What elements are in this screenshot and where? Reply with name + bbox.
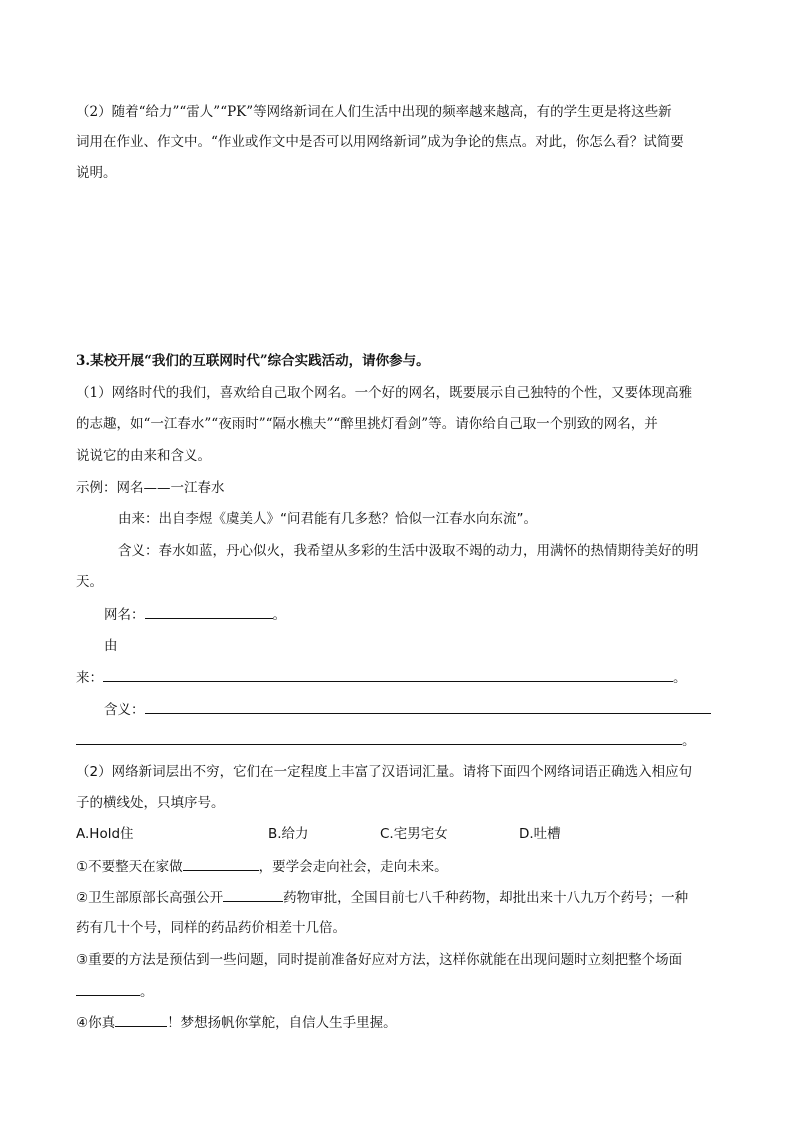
sentence-1-post: ，要学会走向社会，走向未来。 [258, 859, 448, 875]
option-c: C.宅男宅女 [380, 826, 448, 842]
option-d: D.吐槽 [519, 826, 561, 842]
sentence-3-line2 [76, 981, 154, 1002]
q3-title: 3.某校开展“我们的互联网时代”综合实践活动，请你参与。 [76, 353, 430, 369]
q2-part2-line3: 说明。 [76, 165, 117, 181]
sentence-1 [76, 856, 448, 877]
option-b: B.给力 [268, 826, 309, 842]
sentence-2-blank[interactable] [223, 887, 283, 902]
name-label: 网名： [104, 607, 145, 623]
example-meaning-line1: 含义：春水如蓝，丹心似火，我希望从多彩的生活中汲取不竭的动力，用满怀的热情期待美好的明 [118, 543, 699, 559]
meaning-answer-row [104, 699, 711, 720]
origin-label-part1: 由 [104, 638, 118, 654]
sentence-1-blank[interactable] [183, 856, 259, 871]
q2-part2-line1: （2）随着“给力”“雷人”“PK”等网络新词在人们生活中出现的频率越来越高，有的学生更是将这些新 [76, 104, 672, 120]
sentence-4 [76, 1012, 397, 1033]
q3-part1-line2: 的志趣，如“一江春水”“夜雨时”“隔水樵夫”“醉里挑灯看剑”等。请你给自己取一个别致的网名，并 [76, 416, 658, 432]
sentence-2-pre: ②卫生部原部长高强公开 [76, 890, 224, 906]
sentence-3-line1: ③重要的方法是预估到一些问题，同时提前准备好应对方法，这样你就能在出现问题时立刻把整个场面 [76, 952, 683, 968]
q3-part2-line1: （2）网络新词层出不穷，它们在一定程度上丰富了汉语词汇量。请将下面四个网络词语正确选入相应句 [76, 764, 693, 780]
sentence-1-pre: ①不要整天在家做 [76, 859, 183, 875]
sentence-2-line2: 药有几十个号，同样的药品药价相差十几倍。 [76, 920, 346, 936]
q2-part2-line2: 词用在作业、作文中。“作业或作文中是否可以用网络新词”成为争论的焦点。对此，你怎么看？试简要 [76, 134, 684, 150]
name-answer-row [104, 604, 286, 625]
example-label: 示例：网名——一江春水 [76, 480, 225, 496]
q3-part1-line3: 说说它的由来和含义。 [76, 448, 211, 464]
origin-label-part2: 来： [76, 670, 103, 686]
name-blank[interactable] [145, 604, 273, 619]
meaning-answer-row2 [76, 730, 696, 751]
q3-part1-line1: （1）网络时代的我们，喜欢给自己取个网名。一个好的网名，既要展示自己独特的个性，又要体现高雅 [76, 385, 693, 401]
name-end: 。 [272, 607, 286, 623]
sentence-4-post: ！梦想扬帆你掌舵，自信人生手里握。 [167, 1015, 397, 1031]
sentence-4-blank[interactable] [115, 1012, 167, 1027]
meaning-label: 含义： [104, 702, 145, 718]
sentence-4-pre: ④你真 [76, 1015, 116, 1031]
sentence-2-post: 药物审批，全国目前七八千种药物，却批出来十八九万个药号；一种 [283, 890, 689, 906]
origin-end: 。 [673, 670, 687, 686]
meaning-end: 。 [682, 733, 696, 749]
example-meaning-line2: 天。 [76, 574, 103, 590]
sentence-3-blank[interactable] [76, 981, 140, 996]
option-a: A.Hold住 [76, 826, 134, 842]
example-origin: 由来：出自李煜《虞美人》“问君能有几多愁？恰似一江春水向东流”。 [118, 511, 537, 527]
origin-blank[interactable] [103, 667, 673, 682]
meaning-blank-line2[interactable] [76, 730, 682, 745]
sentence-2 [76, 887, 688, 908]
sentence-3-end: 。 [140, 984, 154, 1000]
meaning-blank-line1[interactable] [145, 699, 711, 714]
q3-part2-line2: 子的横线处，只填序号。 [76, 795, 225, 811]
origin-answer-row [76, 667, 687, 688]
